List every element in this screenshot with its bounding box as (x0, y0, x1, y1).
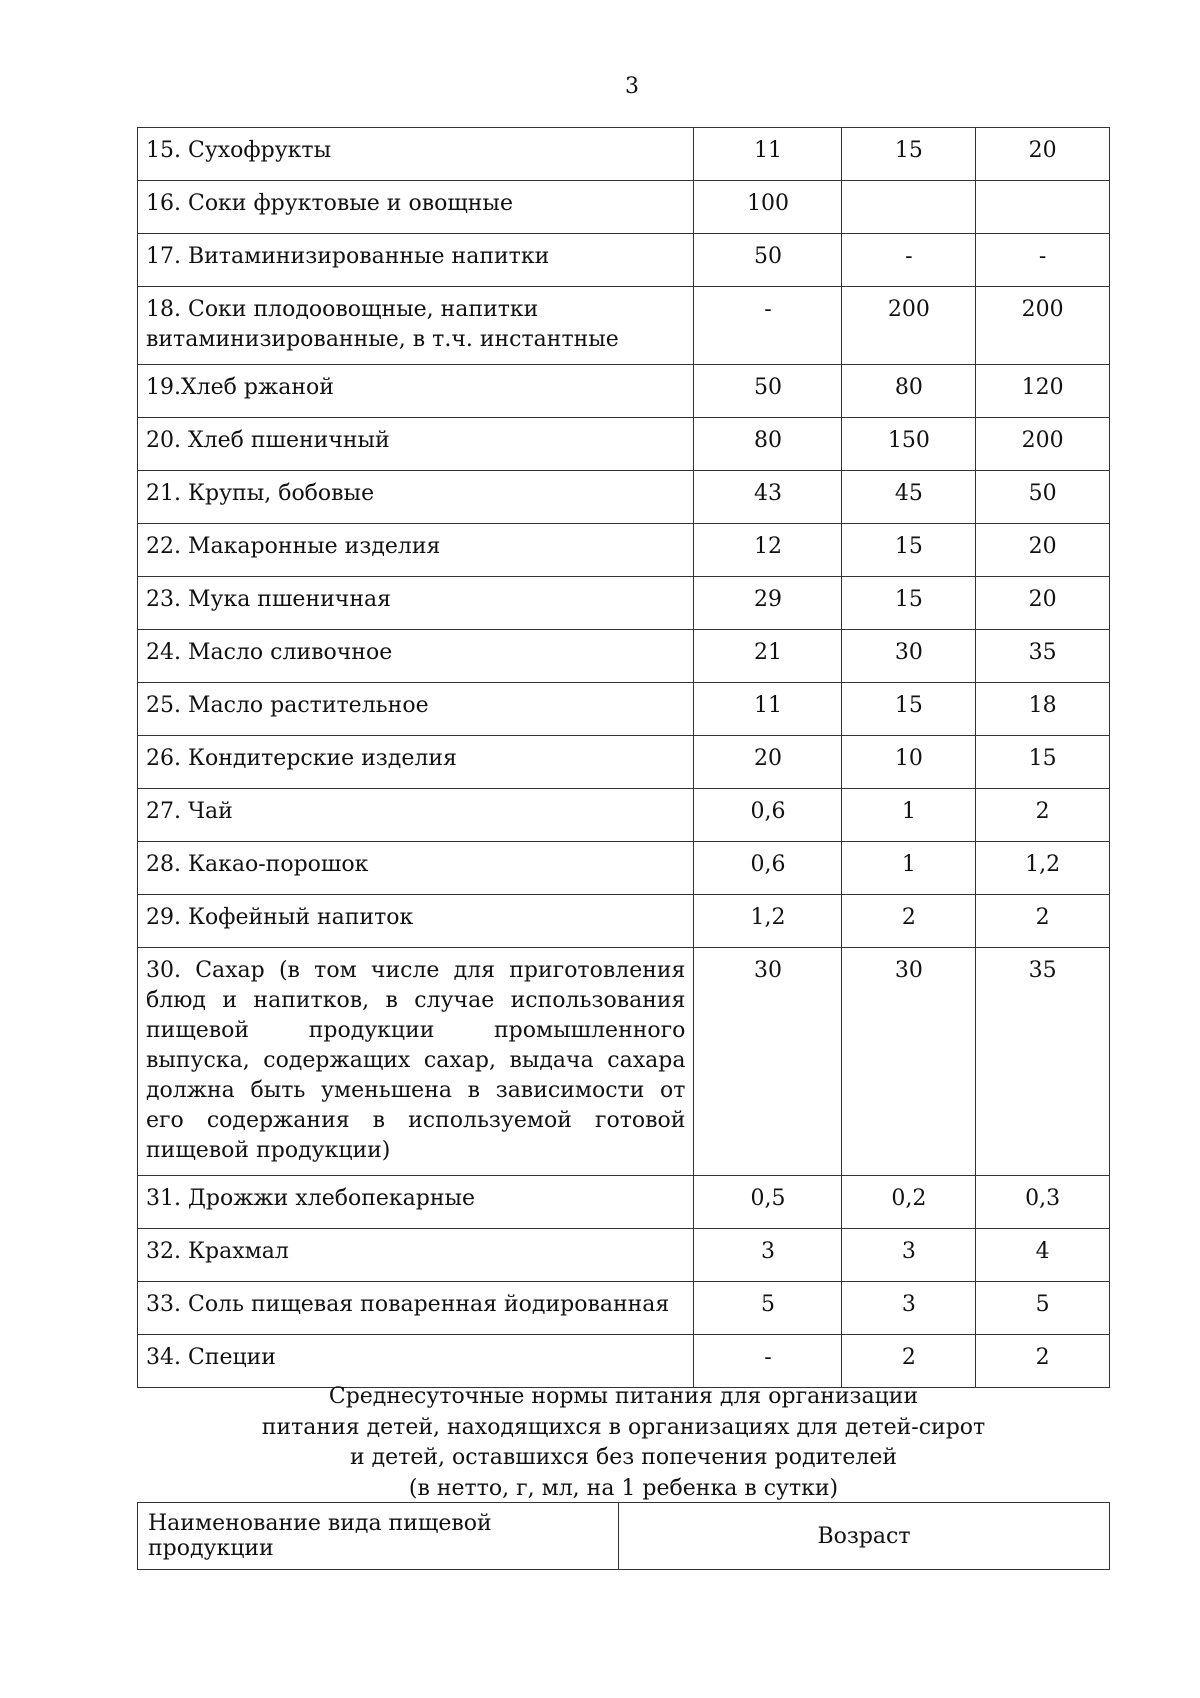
value-cell-col1: 0,6 (694, 842, 842, 895)
value-cell-col3: 20 (976, 577, 1110, 630)
orphans-norms-table (137, 1502, 1110, 1570)
value-cell-col1: 11 (694, 128, 842, 181)
table-header-row (138, 1503, 1110, 1570)
column-header-product-name: Наименование вида пищевой продукции (138, 1503, 619, 1570)
value-cell-col2: 3 (842, 1282, 976, 1335)
value-cell-col1: 0,6 (694, 789, 842, 842)
section-heading-line: (в нетто, г, мл, на 1 ребенка в сутки) (408, 1475, 839, 1501)
table-row (138, 789, 1110, 842)
value-cell-col3: 120 (976, 365, 1110, 418)
table-row (138, 577, 1110, 630)
value-cell-col3: 20 (976, 128, 1110, 181)
value-cell-col1: 29 (694, 577, 842, 630)
product-name-cell: 15. Сухофрукты (138, 128, 694, 181)
table-row (138, 181, 1110, 234)
value-cell-col1: 12 (694, 524, 842, 577)
value-cell-col2: 2 (842, 895, 976, 948)
value-cell-col2: 3 (842, 1229, 976, 1282)
value-cell-col2: 0,2 (842, 1176, 976, 1229)
value-cell-col3: - (976, 234, 1110, 287)
product-name-cell: 21. Крупы, бобовые (138, 471, 694, 524)
food-norms-table-body (138, 128, 1110, 1388)
value-cell-col3: 2 (976, 1335, 1110, 1388)
value-cell-col2: 200 (842, 287, 976, 365)
section-heading-line: Среднесуточные нормы питания для организации (328, 1384, 919, 1409)
value-cell-col3 (976, 181, 1110, 234)
value-cell-col3: 5 (976, 1282, 1110, 1335)
product-name-cell: 20. Хлеб пшеничный (138, 418, 694, 471)
value-cell-col3: 15 (976, 736, 1110, 789)
value-cell-col1: 21 (694, 630, 842, 683)
value-cell-col1: - (694, 287, 842, 365)
value-cell-col1: 100 (694, 181, 842, 234)
table-row (138, 234, 1110, 287)
value-cell-col3: 50 (976, 471, 1110, 524)
value-cell-col2: - (842, 234, 976, 287)
value-cell-col1: 5 (694, 1282, 842, 1335)
value-cell-col2: 1 (842, 789, 976, 842)
table-row (138, 1335, 1110, 1388)
table-row (138, 524, 1110, 577)
product-name-cell: 17. Витаминизированные напитки (138, 234, 694, 287)
value-cell-col1: 80 (694, 418, 842, 471)
section-heading (137, 1382, 1110, 1504)
product-name-cell: 22. Макаронные изделия (138, 524, 694, 577)
table-row (138, 630, 1110, 683)
value-cell-col1: 3 (694, 1229, 842, 1282)
table-row (138, 471, 1110, 524)
product-name-cell: 26. Кондитерские изделия (138, 736, 694, 789)
table-row (138, 1282, 1110, 1335)
value-cell-col2: 10 (842, 736, 976, 789)
product-name-cell: 24. Масло сливочное (138, 630, 694, 683)
table-row (138, 736, 1110, 789)
column-header-age: Возраст (619, 1503, 1110, 1570)
value-cell-col1: 50 (694, 234, 842, 287)
table-row (138, 128, 1110, 181)
value-cell-col2: 15 (842, 524, 976, 577)
value-cell-col2: 30 (842, 948, 976, 1176)
value-cell-col3: 18 (976, 683, 1110, 736)
value-cell-col1: - (694, 1335, 842, 1388)
value-cell-col2: 15 (842, 683, 976, 736)
value-cell-col2: 80 (842, 365, 976, 418)
product-name-cell: 31. Дрожжи хлебопекарные (138, 1176, 694, 1229)
section-heading-line: и детей, оставшихся без попечения родителей (349, 1445, 897, 1470)
value-cell-col1: 20 (694, 736, 842, 789)
table-row (138, 683, 1110, 736)
value-cell-col3: 200 (976, 287, 1110, 365)
product-name-cell: 28. Какао-порошок (138, 842, 694, 895)
product-name-cell: 29. Кофейный напиток (138, 895, 694, 948)
value-cell-col1: 1,2 (694, 895, 842, 948)
value-cell-col2: 15 (842, 128, 976, 181)
table-row (138, 842, 1110, 895)
table-row (138, 287, 1110, 365)
value-cell-col2: 150 (842, 418, 976, 471)
product-name-cell: 19.Хлеб ржаной (138, 365, 694, 418)
value-cell-col1: 30 (694, 948, 842, 1176)
value-cell-col2: 30 (842, 630, 976, 683)
value-cell-col2: 2 (842, 1335, 976, 1388)
value-cell-col1: 50 (694, 365, 842, 418)
product-name-cell: 33. Соль пищевая поваренная йодированная (138, 1282, 694, 1335)
value-cell-col2: 45 (842, 471, 976, 524)
value-cell-col3: 0,3 (976, 1176, 1110, 1229)
table-row (138, 1229, 1110, 1282)
page-number: 3 (625, 74, 639, 99)
table-row (138, 948, 1110, 1176)
value-cell-col2 (842, 181, 976, 234)
product-name-cell: 25. Масло растительное (138, 683, 694, 736)
value-cell-col3: 20 (976, 524, 1110, 577)
value-cell-col1: 43 (694, 471, 842, 524)
table-row (138, 1176, 1110, 1229)
food-norms-table (137, 127, 1110, 1388)
table-row (138, 418, 1110, 471)
table-row (138, 365, 1110, 418)
value-cell-col3: 1,2 (976, 842, 1110, 895)
value-cell-col3: 2 (976, 895, 1110, 948)
product-name-cell: 18. Соки плодоовощные, напитки витаминизированные, в т.ч. инстантные (138, 287, 694, 365)
product-name-cell: 27. Чай (138, 789, 694, 842)
value-cell-col2: 15 (842, 577, 976, 630)
value-cell-col3: 200 (976, 418, 1110, 471)
product-name-cell: 23. Мука пшеничная (138, 577, 694, 630)
product-name-cell: 32. Крахмал (138, 1229, 694, 1282)
value-cell-col2: 1 (842, 842, 976, 895)
value-cell-col3: 2 (976, 789, 1110, 842)
product-name-cell: 16. Соки фруктовые и овощные (138, 181, 694, 234)
table-row (138, 895, 1110, 948)
product-name-cell: 30. Сахар (в том числе для приготовления блюд и напитков, в случае использования пищевой продукции промышленного выпуска, содержащих сахар, выдача сахара должна быть уменьшена в зависимости от его содержания в используемой готовой пищевой продукции) (138, 948, 694, 1176)
product-name-cell: 34. Специи (138, 1335, 694, 1388)
value-cell-col3: 35 (976, 630, 1110, 683)
value-cell-col3: 35 (976, 948, 1110, 1176)
value-cell-col1: 0,5 (694, 1176, 842, 1229)
value-cell-col3: 4 (976, 1229, 1110, 1282)
value-cell-col1: 11 (694, 683, 842, 736)
section-heading-line: питания детей, находящихся в организациях для детей-сирот (261, 1414, 986, 1440)
